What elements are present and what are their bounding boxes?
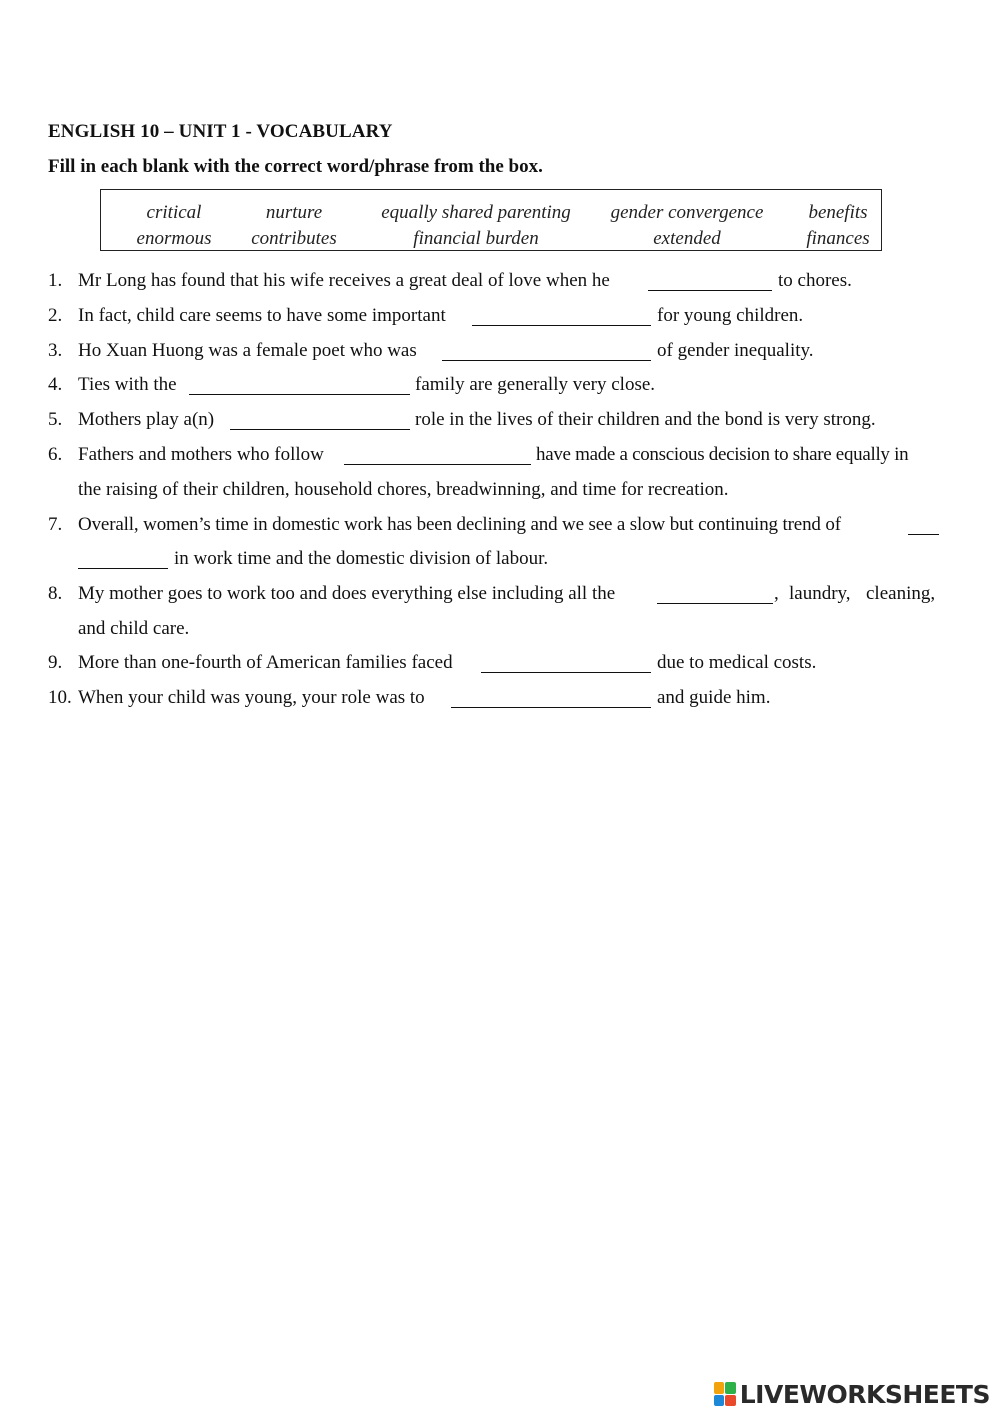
word-box xyxy=(100,189,882,251)
answer-blank[interactable] xyxy=(451,707,651,708)
question-text: My mother goes to work too and does everything else including all the xyxy=(78,583,616,604)
word-gender-convergence: gender convergence xyxy=(610,202,764,223)
question-number: 6. xyxy=(48,444,63,465)
question-text-after: laundry, xyxy=(789,583,851,604)
liveworksheets-logo-icon xyxy=(714,1382,736,1406)
answer-blank[interactable] xyxy=(230,429,410,430)
question-text-line2: the raising of their children, household chores, breadwinning, and time for recreation. xyxy=(78,479,729,500)
question-text: Ho Xuan Huong was a female poet who was xyxy=(78,340,417,361)
page-title: ENGLISH 10 – UNIT 1 - VOCABULARY xyxy=(48,121,393,142)
question-text-after: of gender inequality. xyxy=(657,340,814,361)
question-text: Fathers and mothers who follow xyxy=(78,444,324,465)
question-number: 2. xyxy=(48,305,63,326)
question-text: Overall, women’s time in domestic work has been declining and we see a slow but continuing trend of xyxy=(78,514,841,535)
answer-blank[interactable] xyxy=(648,290,772,291)
question-number: 7. xyxy=(48,514,63,535)
question-text: More than one-fourth of American families faced xyxy=(78,652,453,673)
liveworksheets-watermark xyxy=(714,1379,990,1409)
answer-blank[interactable] xyxy=(657,603,773,604)
question-number: 10. xyxy=(48,687,72,708)
question-text-after: for young children. xyxy=(657,305,804,326)
question-text: Ties with the xyxy=(78,374,177,395)
word-contributes: contributes xyxy=(251,228,337,249)
word-nurture: nurture xyxy=(265,202,323,223)
answer-blank[interactable] xyxy=(481,672,651,673)
word-financial-burden: financial burden xyxy=(413,228,539,249)
instruction-text: Fill in each blank with the correct word/phrase from the box. xyxy=(48,156,543,177)
question-text: In fact, child care seems to have some important xyxy=(78,305,446,326)
question-text: When your child was young, your role was to xyxy=(78,687,425,708)
question-text-after: and guide him. xyxy=(657,687,771,708)
answer-blank[interactable] xyxy=(908,534,939,535)
question-number: 4. xyxy=(48,374,63,395)
question-text: Mothers play a(n) xyxy=(78,409,215,430)
question-text-after: have made a conscious decision to share equally in xyxy=(536,444,909,465)
word-enormous: enormous xyxy=(136,228,212,249)
question-number: 1. xyxy=(48,270,63,291)
question-text-after: role in the lives of their children and the bond is very strong. xyxy=(415,409,876,430)
question-text: Mr Long has found that his wife receives a great deal of love when he xyxy=(78,270,610,291)
watermark-text: LIVEWORKSHEETS xyxy=(739,1379,990,1409)
question-number: 3. xyxy=(48,340,63,361)
word-benefits: benefits xyxy=(808,202,868,223)
question-number: 8. xyxy=(48,583,63,604)
answer-blank[interactable] xyxy=(189,394,410,395)
question-punctuation: , xyxy=(774,583,779,604)
word-finances: finances xyxy=(806,228,870,249)
question-text-after: cleaning, xyxy=(866,583,936,604)
answer-blank-continued[interactable] xyxy=(78,568,168,569)
word-critical: critical xyxy=(146,202,202,223)
word-extended: extended xyxy=(653,228,721,249)
question-number: 5. xyxy=(48,409,63,430)
question-number: 9. xyxy=(48,652,63,673)
answer-blank[interactable] xyxy=(344,464,531,465)
question-text-after: due to medical costs. xyxy=(657,652,817,673)
answer-blank[interactable] xyxy=(442,360,651,361)
question-text-after: to chores. xyxy=(778,270,852,291)
question-text-line2: and child care. xyxy=(78,618,190,639)
word-equally-shared-parenting: equally shared parenting xyxy=(381,202,571,223)
answer-blank[interactable] xyxy=(472,325,651,326)
question-text-after: family are generally very close. xyxy=(415,374,656,395)
question-text-after: in work time and the domestic division of labour. xyxy=(174,548,549,569)
